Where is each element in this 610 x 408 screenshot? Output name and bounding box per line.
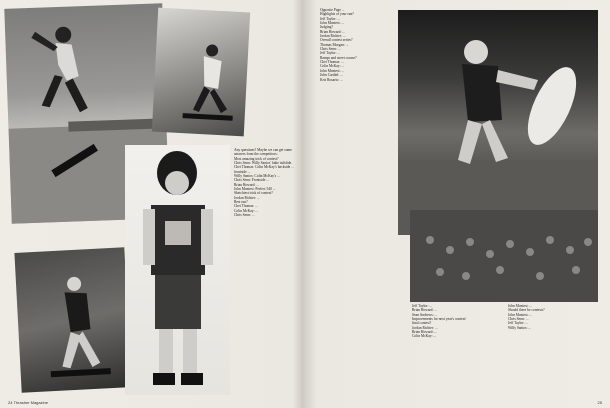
- skater-silhouette-5: [398, 10, 598, 235]
- text-column-4: John Montesi: ... Should there be contests? John Montesi: ... Chris Senn: ... Jeff Taylor: ... Willy Santos: ...: [508, 304, 545, 330]
- photo-skater-crowd: [14, 247, 131, 393]
- skater-silhouette-2: [152, 8, 250, 137]
- skater-portrait-figure: [125, 145, 230, 395]
- page-folio-left: 24 Thrasher Magazine: [8, 400, 48, 405]
- page-folio-right: 25: [597, 400, 602, 405]
- skater-silhouette-3: [14, 247, 131, 393]
- photo-skater-ramp: [152, 8, 250, 137]
- photo-skater-portrait: [125, 145, 230, 395]
- photo-crowd: [410, 210, 598, 302]
- crowd-texture: [410, 210, 598, 302]
- text-column-3: Jeff Taylor: ... Brian Howard: ... Sean Andrews: ... Improvements for next year's contest/ final contest? Jordan Richter: ... Brian Howard: ... Colin McKay: ...: [412, 304, 467, 339]
- photo-skater-vert-air: [398, 10, 598, 235]
- text-column-1: Any questions? Maybe we can get some answers from the competitors: Most amazing trick of contest? Chris Senn: Willy Santos' fakie tailslide. Chet Thomas: Colin McKay's backside ... frontside ... Willy Santos: Colin McKay's ... Chris Senn: Frontside ... Brian Howard: ... John Montesi: Perfect 540 ... Sketchiest trick of contest? Jordan Richter: ... Best run? Chet Thomas: ... Colin McKay: ... Chris Senn: ...: [234, 148, 294, 218]
- text-column-2: Opposite Page ... Highlights of your run? Jeff Taylor: ... John Montesi: ... Judging? Brian Howard: ... Jordan Richter: ... Overall contest series? Thomas Morgan: ... Chris Senn: ... Jeff Taylor: ... Ramps and street course? Chet Thomas: ... Colin McKay: ... John Montesi: ... John Cardiel: ... Kris Rosario: ...: [320, 8, 357, 82]
